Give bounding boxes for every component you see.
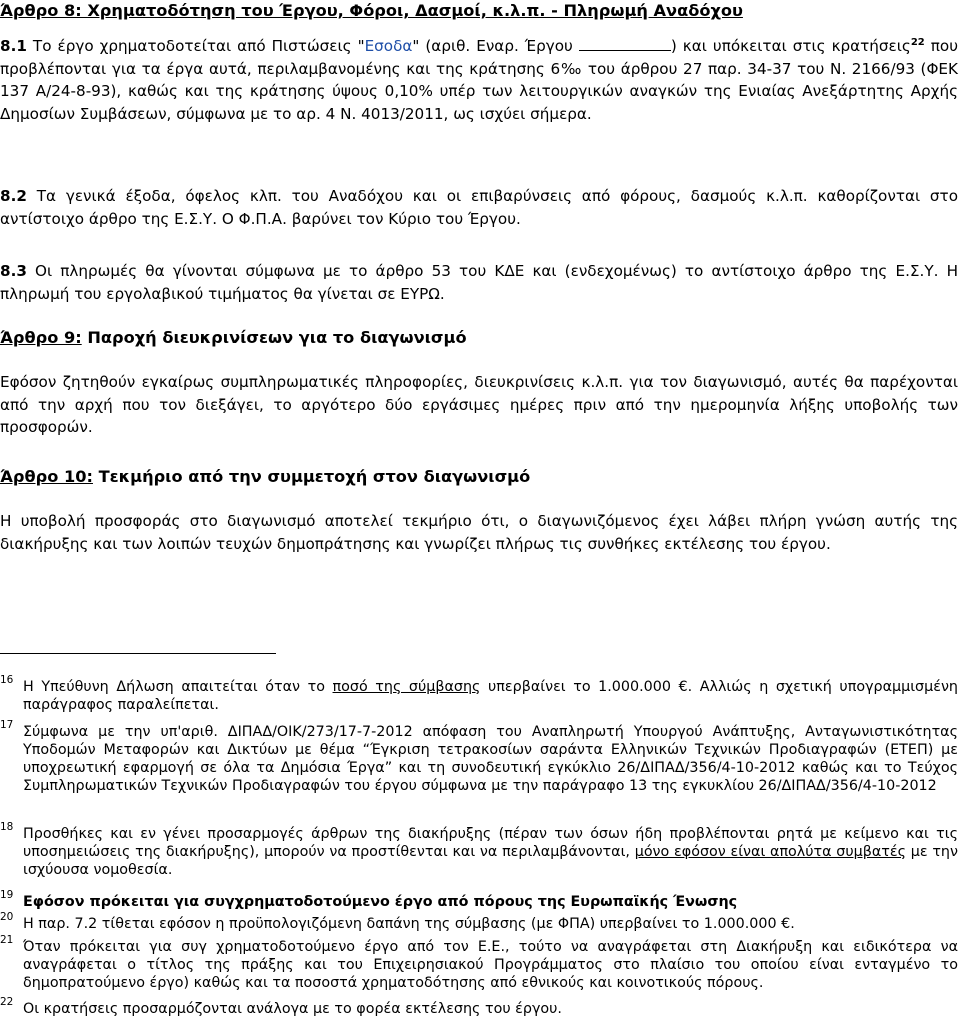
text-segment: Προσθήκες και εν γένει προσαρμογές άρθρων της διακήρυξης (πέραν των όσων ήδη προβλέπονται ρητά με κείμενο και τις υποσημειώσεις της διακήρυξης), μπορούν να προστίθενται και να περιλαμβάνονται,: [23, 826, 958, 860]
footnote-number: 19: [0, 889, 14, 901]
footnote-separator: [0, 653, 276, 654]
text-segment: ) και υπόκειται στις κρατήσεις: [670, 37, 911, 55]
underlined-text: ποσό της σύμβασης: [332, 679, 481, 695]
paragraph-number: 8.3: [0, 262, 27, 280]
footnote-reference: 22: [910, 36, 925, 48]
footnote-text: Εφόσον πρόκειται για συγχρηματοδοτούμενο έργο από πόρους της Ευρωπαϊκής Ένωσης: [23, 894, 738, 910]
footnote-number: 20: [0, 911, 14, 923]
text-segment: Οι πληρωμές θα γίνονται σύμφωνα με το άρθρο 53 του ΚΔΕ και (ενδεχομένως) το αντίστοιχο άρθρο της Ε.Σ.Υ. Η πληρωμή του εργολαβικού τιμήματος θα γίνεται σε ΕΥΡΩ.: [0, 262, 958, 303]
text-segment: Το έργο χρηματοδοτείται από Πιστώσεις ": [26, 37, 365, 55]
text-segment: " (αριθ. Εναρ. Έργου: [412, 37, 579, 55]
footnote-number: 22: [0, 996, 14, 1008]
footnote-18: [0, 821, 958, 879]
footnote-text: Όταν πρόκειται για συγ χρηματοδοτούμενο έργο από τον Ε.Ε., τούτο να αναγράφεται στη Διακήρυξη και ειδικότερα να αναγράφεται ο τίτλος της πράξης και του Επιχειρησιακού Προγράμματος στο πλαίσιο του οποίου είναι ενταγμένο το δημοπρατούμενο έργο) καθώς και τα ποσοστά χρηματοδότησης από εθνικούς και κοινοτικούς πόρους.: [23, 939, 958, 991]
footnote-22: [0, 996, 958, 1018]
paragraph-number: 8.1: [0, 37, 27, 55]
article-9-body: Εφόσον ζητηθούν εγκαίρως συμπληρωματικές πληροφορίες, διευκρινίσεις κ.λ.π. για τον διαγωνισμό, αυτές θα παρέχονται από την αρχή που τον διεξάγει, το αργότερο δύο εργάσιμες ημέρες πριν από την ημερομηνία λήξης υποβολής των προσφορών.: [0, 373, 958, 436]
article-8-heading: [0, 0, 958, 22]
paragraph-number: 8.2: [0, 187, 27, 205]
footnote-text: [23, 825, 958, 879]
text-segment: που προβλέπονται για τα έργα αυτά, περιλαμβανομένης και της κράτησης 6‰ του άρθρου 27 παρ. 34-37 του Ν. 2166/93 (ΦΕΚ 137 Α/24-8-93), καθώς και της κράτησης ύψους 0,10% υπέρ των λειτουργικών αναγκών της Ενιαίας Ανεξάρτητης Αρχής Δημοσίων Συμβάσεων, σύμφωνα με το αρ. 4 Ν. 4013/2011, ως ισχύει σήμερα.: [0, 37, 958, 123]
footnote-text: Σύμφωνα με την υπ'αριθ. ΔΙΠΑΔ/ΟΙΚ/273/17-7-2012 απόφαση του Αναπληρωτή Υπουργού Ανάπτυξης, Ανταγωνιστικότητας Υποδομών Μεταφορών και Δικτύων με θέμα “Έγκριση τετρακοσίων σαράντα Ελληνικών Τεχνικών Προδιαγραφών (ΕΤΕΠ) με υποχρεωτική εφαρμογή σε όλα τα Δημόσια Έργα” και τη συνοδευτική εγκύκλιο 26/ΔΙΠΑΔ/356/4-10-2012 καθώς και το Τεύχος Συμπληρωματικών Τεχνικών Προδιαγραφών του έργου σύμφωνα με την παράγραφο 13 της εγκυκλίου 26/ΔΙΠΑΔ/356/4-10-2012: [23, 724, 958, 794]
footnote-17: [0, 719, 958, 795]
footnote-text: Οι κρατήσεις προσαρμόζονται ανάλογα με το φορέα εκτέλεσης του έργου.: [23, 1001, 562, 1017]
article-10-title: Τεκμήριο από την συμμετοχή στον διαγωνισμό: [92, 467, 531, 486]
text-segment: Τα γενικά έξοδα, όφελος κλπ. του Αναδόχου και οι επιβαρύνσεις από φόρους, δασμούς κ.λ.π. καθορίζονται στο αντίστοιχο άρθρο της Ε.Σ.Υ. Ο Φ.Π.Α. βαρύνει τον Κύριο του Έργου.: [0, 187, 958, 228]
footnote-text: Η παρ. 7.2 τίθεται εφόσον η προϋπολογιζόμενη δαπάνη της σύμβασης (με ΦΠΑ) υπερβαίνει το 1.000.000 €.: [23, 916, 795, 932]
text-segment: Η Υπεύθυνη Δήλωση απαιτείται όταν το: [23, 679, 333, 695]
paragraph-8-3: [0, 260, 958, 305]
footnote-16: [0, 674, 958, 714]
footnote-21: [0, 934, 958, 992]
text-segment: υπερβαίνει το 1.000.000 €. Αλλιώς η σχετική υπογραμμισμένη παράγραφος παραλείπεται.: [23, 679, 958, 713]
article-10-heading: [0, 466, 958, 488]
project-number-blank: [579, 37, 671, 51]
footnote-number: 21: [0, 934, 14, 946]
footnote-number: 17: [0, 719, 14, 731]
underlined-text: μόνο εφόσον είναι απολύτα συμβατές: [634, 844, 907, 860]
article-9-label: Άρθρο 9:: [0, 328, 82, 347]
text-segment: με την ισχύουσα νομοθεσία.: [23, 844, 958, 878]
paragraph-8-1: [0, 35, 958, 125]
article-10-label: Άρθρο 10:: [0, 467, 93, 486]
footnote-text: [23, 678, 958, 714]
paragraph-8-2: [0, 185, 958, 230]
footnote-number: 18: [0, 821, 14, 833]
article-10-body: Η υποβολή προσφοράς στο διαγωνισμό αποτελεί τεκμήριο ότι, ο διαγωνιζόμενος έχει λάβει πλήρη γνώση αυτής της διακήρυξης και των λοιπών τευχών δημοπράτησης και γνωρίζει πλήρως τις συνθήκες εκτέλεσης του έργου.: [0, 512, 958, 553]
footnote-number: 16: [0, 674, 14, 686]
article-9-title: Παροχή διευκρινίσεων για το διαγωνισμό: [81, 328, 467, 347]
article-9-heading: [0, 327, 958, 349]
footnote-20: [0, 911, 958, 933]
article-8-title: Άρθρο 8: Χρηματοδότηση του Έργου, Φόροι, Δασμοί, κ.λ.π. - Πληρωμή Αναδόχου: [0, 1, 743, 20]
footnote-19: [0, 889, 958, 911]
funding-source: Εσοδα: [364, 37, 413, 55]
